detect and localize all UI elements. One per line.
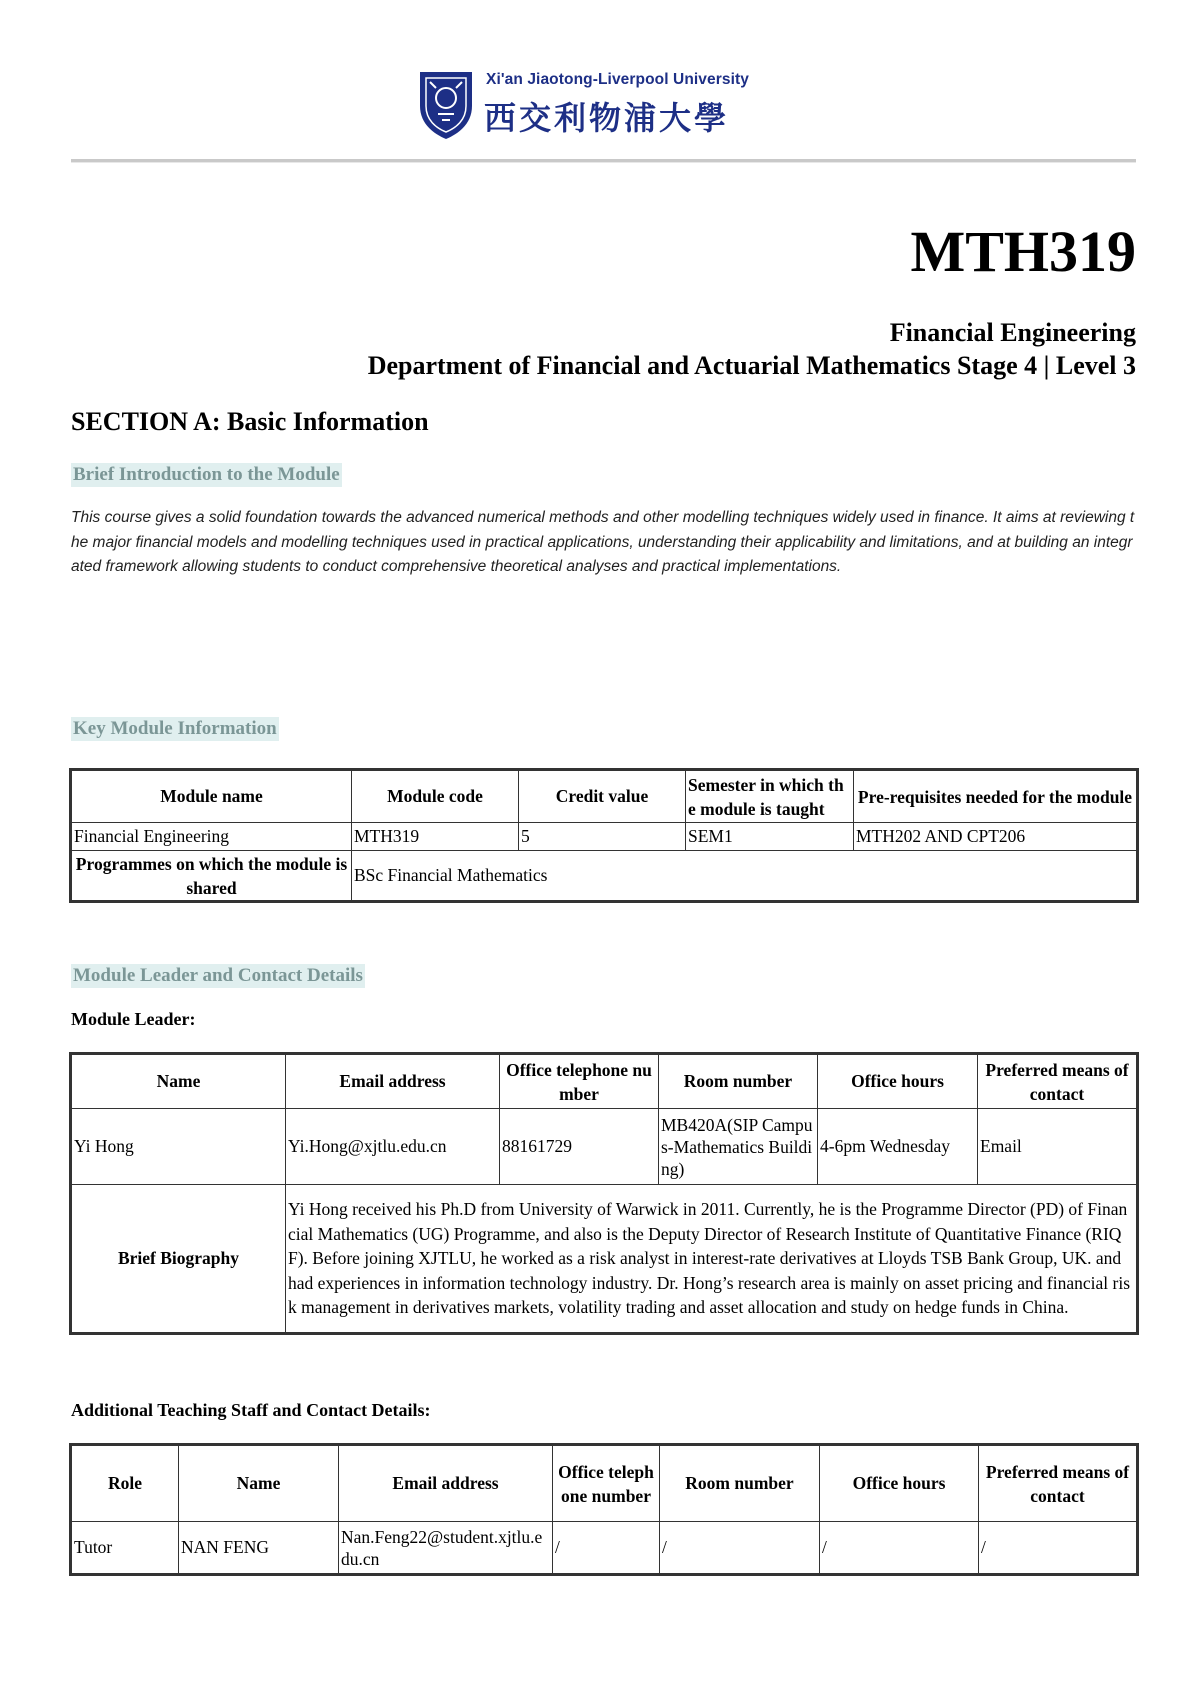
module-code-title: MTH319 — [910, 219, 1136, 284]
col-office-hours: Office hours — [818, 1055, 978, 1109]
biography-label: Brief Biography — [72, 1185, 286, 1333]
university-shield-icon — [418, 68, 474, 140]
programmes-label: Programmes on which the module is shared — [72, 851, 352, 901]
programmes-value: BSc Financial Mathematics — [352, 851, 1137, 901]
module-name-title: Financial Engineering — [889, 318, 1136, 347]
additional-staff-label: Additional Teaching Staff and Contact Details: — [71, 1400, 431, 1420]
cell-leader-hours: 4-6pm Wednesday — [818, 1109, 978, 1185]
university-name-en: Xi'an Jiaotong-Liverpool University — [486, 71, 749, 88]
module-leader-table — [71, 1054, 1137, 1333]
table-header-row — [72, 1446, 1137, 1522]
cell-leader-name: Yi Hong — [72, 1109, 286, 1185]
table-row — [72, 1185, 1137, 1333]
col-name: Name — [179, 1446, 339, 1522]
cell-staff-contact: / — [979, 1522, 1137, 1574]
col-module-name: Module name — [72, 771, 352, 823]
cell-semester: SEM1 — [686, 823, 854, 851]
col-telephone: Office telephone number — [553, 1446, 660, 1522]
col-contact-means: Preferred means of contact — [978, 1055, 1137, 1109]
module-leader-label: Module Leader: — [71, 1009, 196, 1029]
cell-leader-contact: Email — [978, 1109, 1137, 1185]
cell-staff-phone: / — [553, 1522, 660, 1574]
department-stage-level: Department of Financial and Actuarial Mathematics Stage 4 | Level 3 — [367, 351, 1136, 380]
key-info-heading: Key Module Information — [73, 718, 277, 739]
table-row — [72, 1109, 1137, 1185]
table-row — [72, 1522, 1137, 1574]
table-header-row — [72, 771, 1137, 823]
col-room: Room number — [659, 1055, 818, 1109]
table-row — [72, 851, 1137, 901]
key-info-table — [71, 770, 1137, 901]
cell-leader-room: MB420A(SIP Campus-Mathematics Building) — [659, 1109, 818, 1185]
table-header-row — [72, 1055, 1137, 1109]
cell-staff-role: Tutor — [72, 1522, 179, 1574]
section-heading: SECTION A: Basic Information — [71, 407, 429, 436]
table-row — [72, 823, 1137, 851]
cell-leader-phone: 88161729 — [500, 1109, 659, 1185]
col-room: Room number — [660, 1446, 820, 1522]
col-prerequisites: Pre-requisites needed for the module — [854, 771, 1137, 823]
leader-heading: Module Leader and Contact Details — [73, 965, 363, 986]
brief-intro-text: This course gives a solid foundation towards the advanced numerical methods and other modelling techniques widely used in finance. It aims at reviewing the major financial models and modelling techniques used in practical applications, understanding their applicability and limitations, and at building an integrated framework allowing students to conduct comprehensive theoretical analyses and practical implementations. — [71, 509, 1135, 575]
university-logo — [418, 68, 798, 140]
university-name-cn: 西交利物浦大學 — [484, 99, 730, 137]
cell-staff-hours: / — [820, 1522, 979, 1574]
header-divider — [71, 159, 1136, 163]
col-email: Email address — [286, 1055, 500, 1109]
col-module-code: Module code — [352, 771, 519, 823]
biography-text: Yi Hong received his Ph.D from University of Warwick in 2011. Currently, he is the Programme Director (PD) of Financial Mathematics (UG) Programme, and also is the Deputy Director of Research Institute of Quantitative Finance (RIQF). Before joining XJTLU, he worked as a risk analyst in interest-rate derivatives at Lloyds TSB Bank Group, UK. and had experiences in information technology industry. Dr. Hong’s research area is mainly on asset pricing and financial risk management in derivatives markets, volatility trading and asset allocation and study on hedge funds in China. — [286, 1185, 1137, 1333]
cell-staff-room: / — [660, 1522, 820, 1574]
col-telephone: Office telephone number — [500, 1055, 659, 1109]
cell-module-name: Financial Engineering — [72, 823, 352, 851]
col-office-hours: Office hours — [820, 1446, 979, 1522]
brief-intro-heading: Brief Introduction to the Module — [73, 464, 340, 485]
col-role: Role — [72, 1446, 179, 1522]
cell-module-code: MTH319 — [352, 823, 519, 851]
additional-staff-table — [71, 1445, 1137, 1574]
col-semester: Semester in which the module is taught — [686, 771, 854, 823]
cell-leader-email: Yi.Hong@xjtlu.edu.cn — [286, 1109, 500, 1185]
cell-staff-email: Nan.Feng22@student.xjtlu.edu.cn — [339, 1522, 553, 1574]
col-credit-value: Credit value — [519, 771, 686, 823]
cell-prerequisites: MTH202 AND CPT206 — [854, 823, 1137, 851]
col-contact-means: Preferred means of contact — [979, 1446, 1137, 1522]
col-email: Email address — [339, 1446, 553, 1522]
cell-staff-name: NAN FENG — [179, 1522, 339, 1574]
col-name: Name — [72, 1055, 286, 1109]
cell-credit-value: 5 — [519, 823, 686, 851]
